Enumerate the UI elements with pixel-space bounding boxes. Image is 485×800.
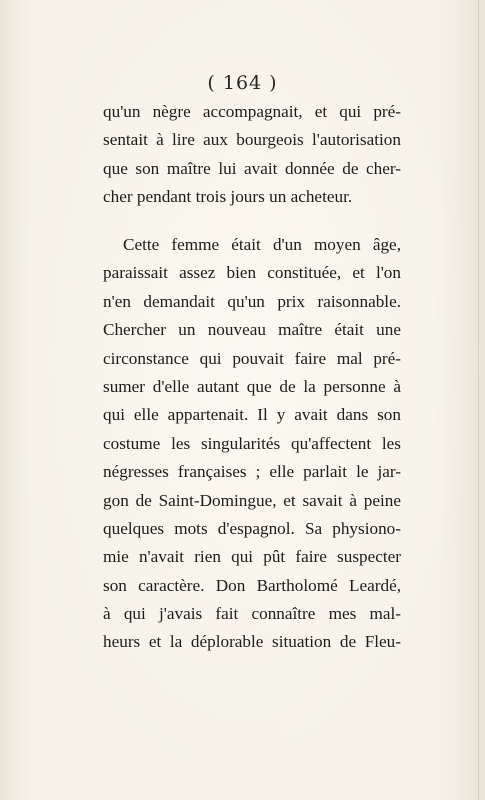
- text-line: mie n'avait rien qui pût faire suspecter: [103, 547, 401, 567]
- text-line: sumer d'elle autant que de la personne à: [103, 376, 401, 396]
- text-line: qui elle appartenait. Il y avait dans son: [103, 405, 401, 425]
- paragraph-2: [103, 231, 401, 657]
- page-number: ( 164 ): [207, 72, 278, 94]
- text-line: paraissait assez bien constituée, et l'on: [103, 263, 401, 283]
- text-line: qu'un nègre accompagnait, et qui pré-: [103, 102, 401, 121]
- text-line: son caractère. Don Bartholomé Leardé,: [103, 575, 401, 595]
- text-line: sentait à lire aux bourgeois l'autorisation: [103, 130, 401, 150]
- text-line: à qui j'avais fait connaître mes mal-: [103, 604, 401, 624]
- text-line: négresses françaises ; elle parlait le jar-: [103, 462, 401, 482]
- page-edge: [478, 0, 479, 800]
- text-line: que son maître lui avait donnée de cher-: [103, 158, 401, 178]
- text-line: quelques mots d'espagnol. Sa physiono-: [103, 518, 401, 538]
- text-line: heurs et la déplorable situation de Fleu-: [103, 632, 401, 652]
- text-line: costume les singularités qu'affectent les: [103, 433, 401, 453]
- text-line: Cette femme était d'un moyen âge,: [123, 235, 401, 254]
- text-line: cher pendant trois jours un acheteur.: [103, 187, 353, 207]
- text-line: circonstance qui pouvait faire mal pré-: [103, 348, 401, 368]
- text-line: gon de Saint-Domingue, et savait à peine: [103, 490, 401, 510]
- text-line: n'en demandait qu'un prix raisonnable.: [103, 291, 401, 311]
- paragraph-1: [103, 98, 401, 212]
- text-line: Chercher un nouveau maître était une: [103, 320, 401, 340]
